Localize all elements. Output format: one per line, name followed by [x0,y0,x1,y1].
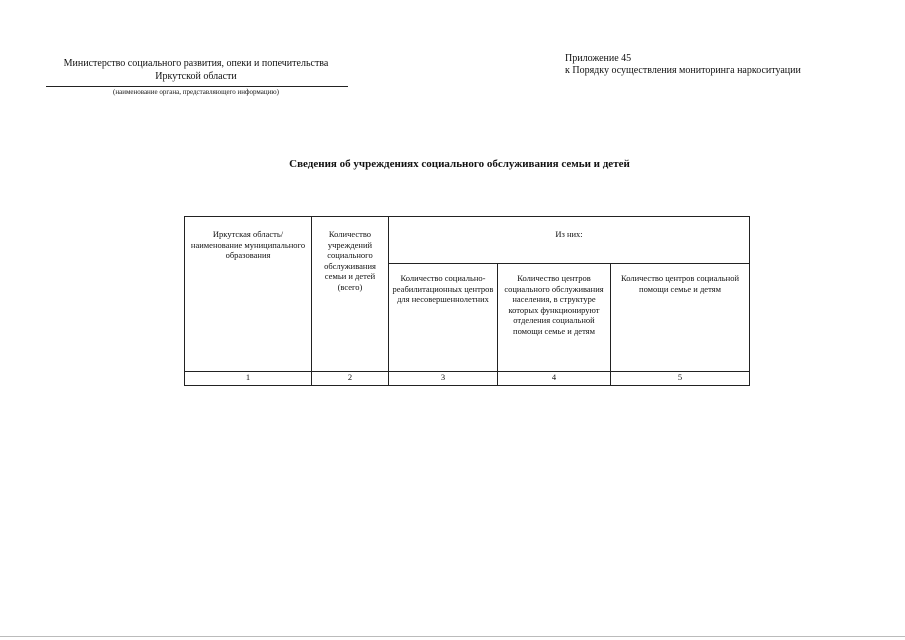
page-bottom-edge [0,636,905,637]
header-row-top [185,217,750,264]
organization-caption: (наименование органа, представляющего информацию) [113,88,279,96]
organization-name [46,57,346,83]
column-number-2: 2 [312,372,389,386]
column-group-header: Из них: [389,217,750,264]
organization-name-line2: Иркутской области [155,71,237,82]
column-header-rehab-centers: Количество социально-реабилитационных центров для несовершеннолетних [389,264,498,372]
column-number-1: 1 [185,372,312,386]
column-header-social-service-centers: Количество центров социального обслуживания населения, в структуре которых функционируют отделения социальной помощи семье и детям [498,264,611,372]
column-number-3: 3 [389,372,498,386]
column-number-4: 4 [498,372,611,386]
column-number-5: 5 [611,372,750,386]
column-number-row [185,372,750,386]
column-header-region: Иркутская область/ наименование муниципального образования [185,217,312,372]
organization-underline [46,86,348,87]
appendix-reference: к Порядку осуществления мониторинга наркоситуации [565,65,801,76]
organization-name-line1: Министерство социального развития, опеки и попечительства [63,58,329,69]
column-header-total: Количество учреждений социального обслуживания семьи и детей (всего) [312,217,389,372]
column-header-family-help-centers: Количество центров социальной помощи семье и детям [611,264,750,372]
document-title: Сведения об учреждениях социального обслуживания семьи и детей [289,158,630,170]
report-table [184,216,750,386]
appendix-number: Приложение 45 [565,53,632,64]
appendix-note [565,53,801,77]
